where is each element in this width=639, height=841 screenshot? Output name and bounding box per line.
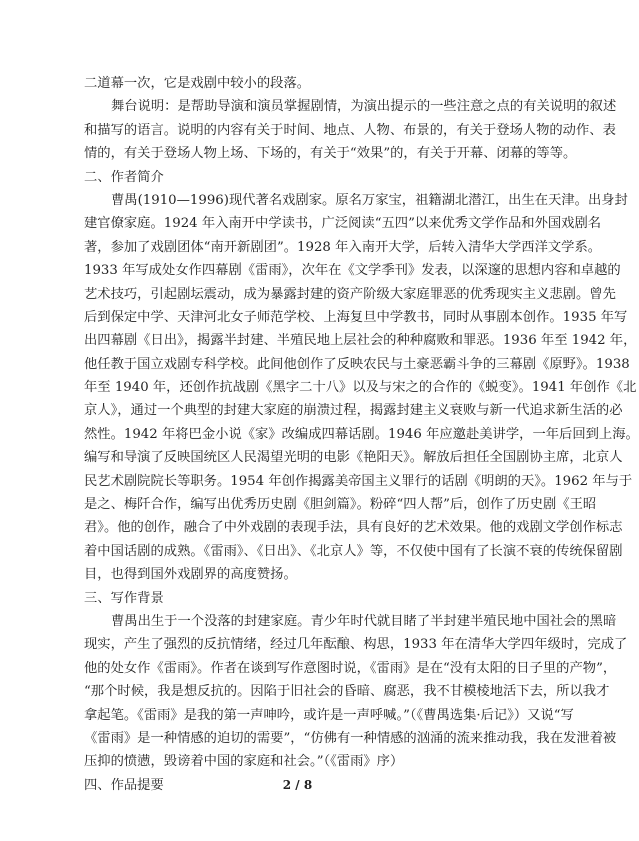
text-line: 出四幕剧《日出》，揭露半封建、半殖民地上层社会的种种腐败和罪恶。1936 年至 1942 年，	[84, 333, 637, 349]
text-line: 《雷雨》是一种情感的迫切的需要”，“仿佛有一种情感的汹涌的流来推动我，我在发泄着被	[84, 730, 617, 746]
heading-background	[84, 587, 515, 610]
text-line: 拿起笔。《雷雨》是我的第一声呻吟，或许是一声呼喊。”（《曹禺选集·后记》）又说“写	[84, 707, 574, 723]
text-line: 目，也得到国外戏剧界的高度赞扬。	[84, 567, 297, 583]
document-body	[84, 72, 639, 797]
text-line: 现实，产生了强烈的反抗情绪，经过几年酝酿、构思，1933 年在清华大学四年级时，完成了	[84, 637, 628, 653]
text-line: 二道幕一次，它是戏剧中较小的段落。	[84, 76, 311, 91]
text-line: 年至 1940 年，还创作抗战剧《黑字二十八》以及与宋之的合作的《蜕变》。1941 年创作《北	[84, 380, 637, 396]
text-line: 他的处女作《雷雨》。作者在谈到写作意图时说，《雷雨》是在“没有太阳的日子里的产物”，	[84, 660, 617, 676]
para-background	[84, 610, 628, 774]
text-line: 和描写的语言。说明的内容有关于时间、地点、人物、布景的，有关于登场人物的动作、表	[84, 122, 616, 138]
text-line: 1933 年写成处女作四幕剧《雷雨》，次年在《文学季刊》发表，以深邃的思想内容和卓越的	[84, 263, 621, 279]
text-line: 他任教于国立戏剧专科学校。此间他创作了反映农民与土豪恶霸斗争的三幕剧《原野》。1938	[84, 356, 630, 372]
text-line: 后到保定中学、天津河北女子师范学校、上海复旦中学教书，同时从事剧本创作。1935 年写	[84, 309, 628, 325]
text-line: 三、写作背景	[84, 590, 164, 606]
text-line: 曹禺(1910—1996)现代著名戏剧家。原名万家宝，祖籍湖北潜江，出生在天津。出身封	[111, 192, 628, 208]
text-line: 着中国话剧的成熟。《雷雨》、《日出》、《北京人》等，不仅使中国有了长演不衰的传统保留剧	[84, 543, 623, 559]
text-line: 著，参加了戏剧团体“南开新剧团”。1928 年入南开大学，后转入清华大学西洋文学系。	[84, 239, 602, 255]
page-number: 2 / 8	[282, 778, 313, 792]
text-line: 民艺术剧院院长等职务。1954 年创作揭露美帝国主义罪行的话剧《明朗的天》。1962 年与于	[84, 473, 633, 489]
text-line: 是之、梅阡合作，编写出优秀历史剧《胆剑篇》。粉碎“四人帮”后，创作了历史剧《王昭	[84, 497, 597, 513]
heading-author	[84, 166, 515, 189]
text-line: 压抑的愤懑，毁谤着中国的家庭和社会。”（《雷雨》序）	[84, 754, 404, 770]
para-stage-directions	[84, 95, 617, 165]
text-line: 艺术技巧，引起剧坛震动，成为暴露封建的资产阶级大家庭罪恶的优秀现实主义悲剧。曾先	[84, 286, 616, 302]
text-line: 京人》，通过一个典型的封建大家庭的崩溃过程，揭露封建主义衰败与新一代追求新生活的必	[84, 403, 623, 419]
text-line: “那个时候，我是想反抗的。因陷于旧社会的昏暗、腐恶，我不甘模棱地活下去，所以我才	[84, 684, 610, 700]
text-line: 二、作者简介	[84, 169, 164, 185]
text-line: 君》。他的创作，融合了中外戏剧的表现手法，具有良好的艺术效果。他的戏剧文学创作标志	[84, 520, 623, 536]
text-line: 建官僚家庭。1924 年入南开中学读书，广泛阅读“五四”以来优秀文学作品和外国戏剧名	[84, 216, 602, 232]
text-line: 编写和导演了反映国统区人民渴望光明的电影《艳阳天》。解放后担任全国剧协主席，北京人	[84, 450, 623, 466]
text-line: 情的，有关于登场人物上场、下场的，有关于“效果”的，有关于开幕、闭幕的等等。	[84, 146, 577, 162]
text-line: 然性。1942 年将巴金小说《家》改编成四幕话剧。1946 年应邀赴美讲学，一年后回到上海。	[84, 426, 639, 442]
para-dialogue-end	[84, 72, 515, 95]
text-line: 舞台说明：是帮助导演和演员掌握剧情，为演出提示的一些注意之点的有关说明的叙述	[111, 99, 617, 115]
text-line: 曹禺出生于一个没落的封建家庭。青少年时代就目睹了半封建半殖民地中国社会的黑暗	[111, 613, 617, 629]
para-author-bio	[84, 189, 639, 587]
text-line: 四、作品提要	[84, 777, 164, 793]
